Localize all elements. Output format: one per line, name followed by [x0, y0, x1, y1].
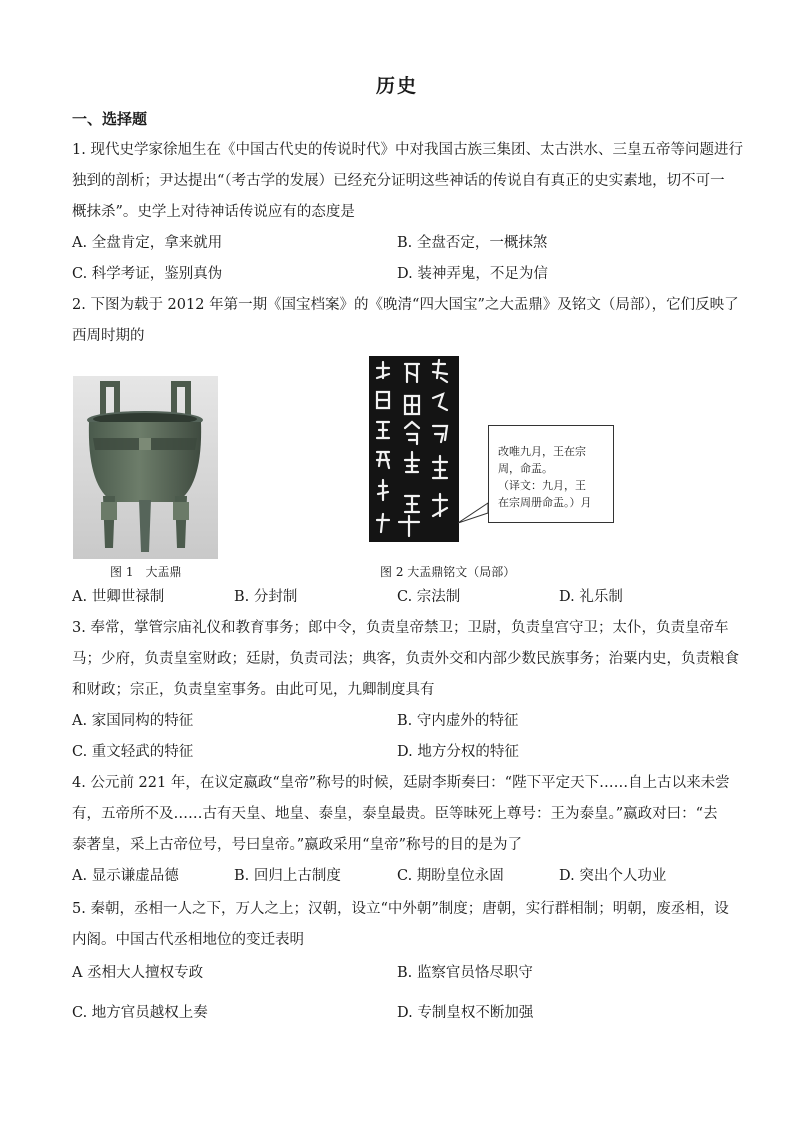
- option-b[interactable]: B. 守内虚外的特征: [397, 713, 519, 729]
- inscription-translation-callout: [488, 425, 616, 525]
- ding-vessel-image: [73, 376, 218, 559]
- option-a[interactable]: A. 世卿世禄制: [72, 589, 165, 605]
- option-d[interactable]: D. 地方分权的特征: [397, 744, 519, 760]
- callout-line: 周，命盂。: [498, 462, 553, 475]
- callout-line: （译文：九月，王: [498, 479, 586, 492]
- option-d[interactable]: D. 突出个人功业: [559, 868, 667, 884]
- callout-line: 在宗周册命盂。）月: [498, 496, 592, 509]
- option-c[interactable]: C. 宗法制: [397, 589, 461, 605]
- option-d[interactable]: D. 专制皇权不断加强: [397, 1005, 534, 1021]
- question-text-line: 概抹杀”。史学上对待神话传说应有的态度是: [72, 204, 355, 220]
- question-text-line: 5. 秦朝，丞相一人之下，万人之上；汉朝，设立“中外朝”制度；唐朝，实行群相制；明朝，废丞相，设: [72, 901, 729, 917]
- inscription-rubbing-image: [369, 356, 459, 542]
- option-a[interactable]: A. 全盘肯定，拿来就用: [72, 235, 223, 251]
- option-a[interactable]: A. 显示谦虚品德: [72, 868, 179, 884]
- option-c[interactable]: C. 地方官员越权上奏: [72, 1005, 208, 1021]
- figure-1-caption: 图 1 大盂鼎: [110, 565, 182, 579]
- question-text-line: 1. 现代史学家徐旭生在《中国古代史的传说时代》中对我国古族三集团、太古洪水、三皇五帝等问题进行: [72, 142, 743, 158]
- question-text-line: 内阁。中国古代丞相地位的变迁表明: [72, 932, 304, 948]
- question-text-line: 有，五帝所不及……古有天皇、地皇、泰皇，泰皇最贵。臣等昧死上尊号：王为泰皇。”嬴政对曰：“去: [72, 806, 718, 822]
- callout-text: [498, 443, 592, 511]
- callout-line: 改唯九月，王在宗: [498, 445, 586, 458]
- option-a[interactable]: A 丞相大人擅权专政: [72, 965, 204, 981]
- option-d[interactable]: D. 礼乐制: [559, 589, 623, 605]
- option-a[interactable]: A. 家国同构的特征: [72, 713, 194, 729]
- option-c[interactable]: C. 科学考证，鉴别真伪: [72, 266, 223, 282]
- question-text-line: 和财政；宗正，负责皇室事务。由此可见，九卿制度具有: [72, 682, 435, 698]
- option-b[interactable]: B. 回归上古制度: [234, 868, 341, 884]
- option-d[interactable]: D. 装神弄鬼，不足为信: [397, 266, 548, 282]
- question-text-line: 3. 奉常，掌管宗庙礼仪和教育事务；郎中令，负责皇帝禁卫；卫尉，负责皇宫守卫；太仆，负责皇帝车: [72, 620, 729, 636]
- inscription-glyphs-illustration: [369, 356, 459, 542]
- question-text-line: 独到的剖析；尹达提出“（考古学的发展）已经充分证明这些神话的传说自有真正的史实素地，切不可一: [72, 173, 725, 189]
- question-text-line: 4. 公元前 221 年，在议定嬴政“皇帝”称号的时候，廷尉李斯奏曰：“陛下平定天下……自上古以来未尝: [72, 775, 730, 791]
- question-text-line: 马；少府，负责皇室财政；廷尉，负责司法；典客，负责外交和内部少数民族事务；治粟内史，负责粮食: [72, 651, 739, 667]
- option-c[interactable]: C. 重文轻武的特征: [72, 744, 194, 760]
- question-text-line: 2. 下图为载于 2012 年第一期《国宝档案》的《晚清“四大国宝”之大盂鼎》及铭文（局部），它们反映了: [72, 297, 739, 313]
- question-text-line: 泰著皇，采上古帝位号，号曰皇帝。”嬴政采用“皇帝”称号的目的是为了: [72, 837, 522, 853]
- ding-vessel-illustration: [73, 376, 218, 559]
- option-c[interactable]: C. 期盼皇位永固: [397, 868, 504, 884]
- option-b[interactable]: B. 分封制: [234, 589, 298, 605]
- figure-2-caption: 图 2 大盂鼎铭文（局部）: [380, 565, 516, 579]
- question-text-line: 西周时期的: [72, 328, 145, 344]
- section-heading: 一、选择题: [72, 110, 148, 128]
- page-title: 历史: [375, 75, 418, 97]
- option-b[interactable]: B. 全盘否定，一概抹煞: [397, 235, 548, 251]
- option-b[interactable]: B. 监察官员恪尽职守: [397, 965, 533, 981]
